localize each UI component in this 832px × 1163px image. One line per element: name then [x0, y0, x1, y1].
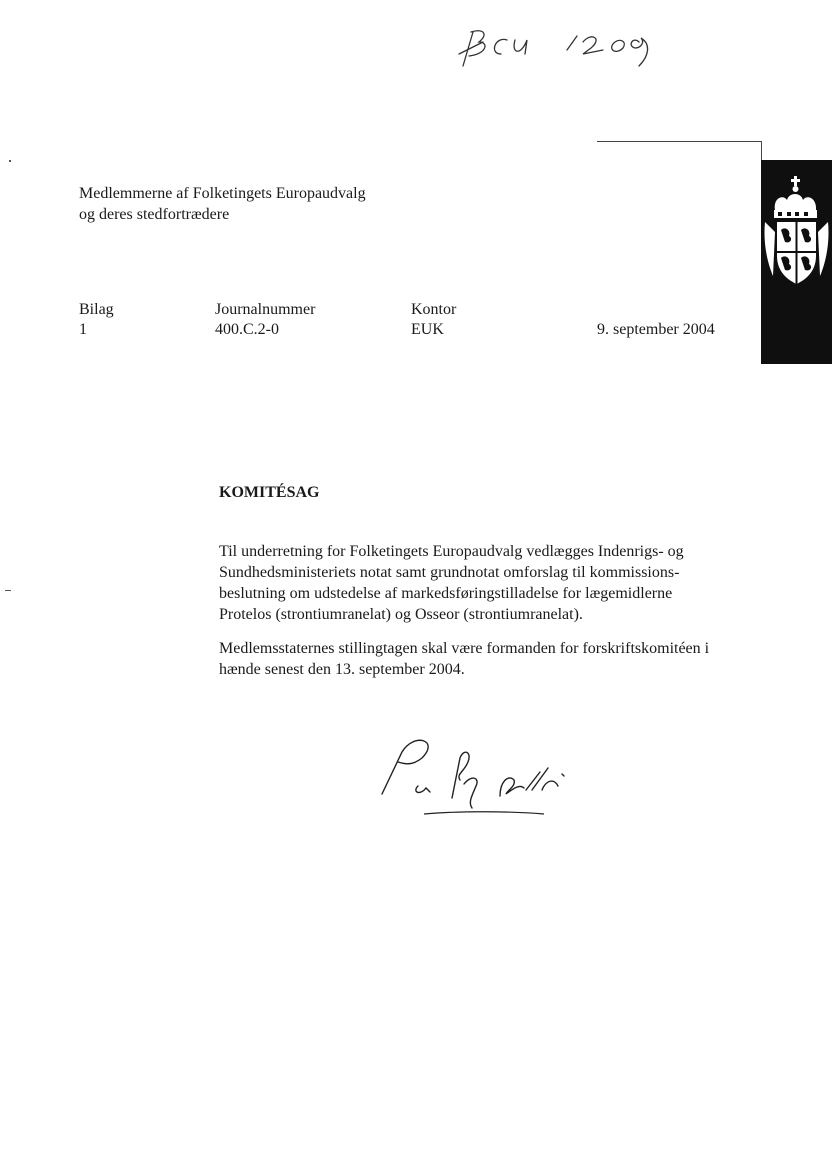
kontor-label: Kontor	[411, 301, 457, 318]
header-rule-vertical	[761, 141, 762, 161]
paragraph-2-line: hænde senest den 13. september 2004.	[219, 661, 465, 678]
royal-coat-of-arms-icon	[761, 172, 832, 292]
recipient-line-1: Medlemmerne af Folketingets Europaudvalg	[79, 185, 366, 202]
journal-label: Journalnummer	[215, 301, 316, 318]
recipient-block	[79, 183, 366, 225]
body-text	[219, 541, 779, 693]
recipient-line-2: og deres stedfortrædere	[79, 206, 230, 223]
crest-block	[761, 160, 832, 364]
paragraph-1-line: Protelos (strontiumranelat) og Osseor (strontiumranelat).	[219, 606, 583, 623]
handwritten-reference-drawing	[455, 20, 665, 75]
bilag-label: Bilag	[79, 301, 114, 318]
subject-heading: KOMITÉSAG	[219, 484, 320, 501]
scan-mark	[9, 160, 11, 162]
paragraph-2	[219, 638, 779, 680]
signature-drawing	[368, 728, 588, 823]
paragraph-1-line: Til underretning for Folketingets Europaudvalg vedlægges Indenrigs- og	[219, 543, 684, 560]
paragraph-1-line: Sundhedsministeriets notat samt grundnotat omforslag til kommissions-	[219, 564, 680, 581]
paragraph-1-line: beslutning om udstedelse af markedsføringstilladelse for lægemidlerne	[219, 585, 673, 602]
paragraph-2-line: Medlemsstaternes stillingtagen skal være formanden for forskriftskomitéen i	[219, 640, 710, 657]
scan-mark	[5, 590, 11, 591]
journal-value: 400.C.2-0	[215, 321, 279, 338]
paragraph-1	[219, 541, 779, 625]
signature	[368, 728, 588, 823]
bilag-value: 1	[79, 321, 87, 338]
header-rule	[597, 141, 762, 142]
document-date: 9. september 2004	[597, 321, 715, 338]
handwritten-reference	[455, 20, 665, 75]
kontor-value: EUK	[411, 321, 444, 338]
